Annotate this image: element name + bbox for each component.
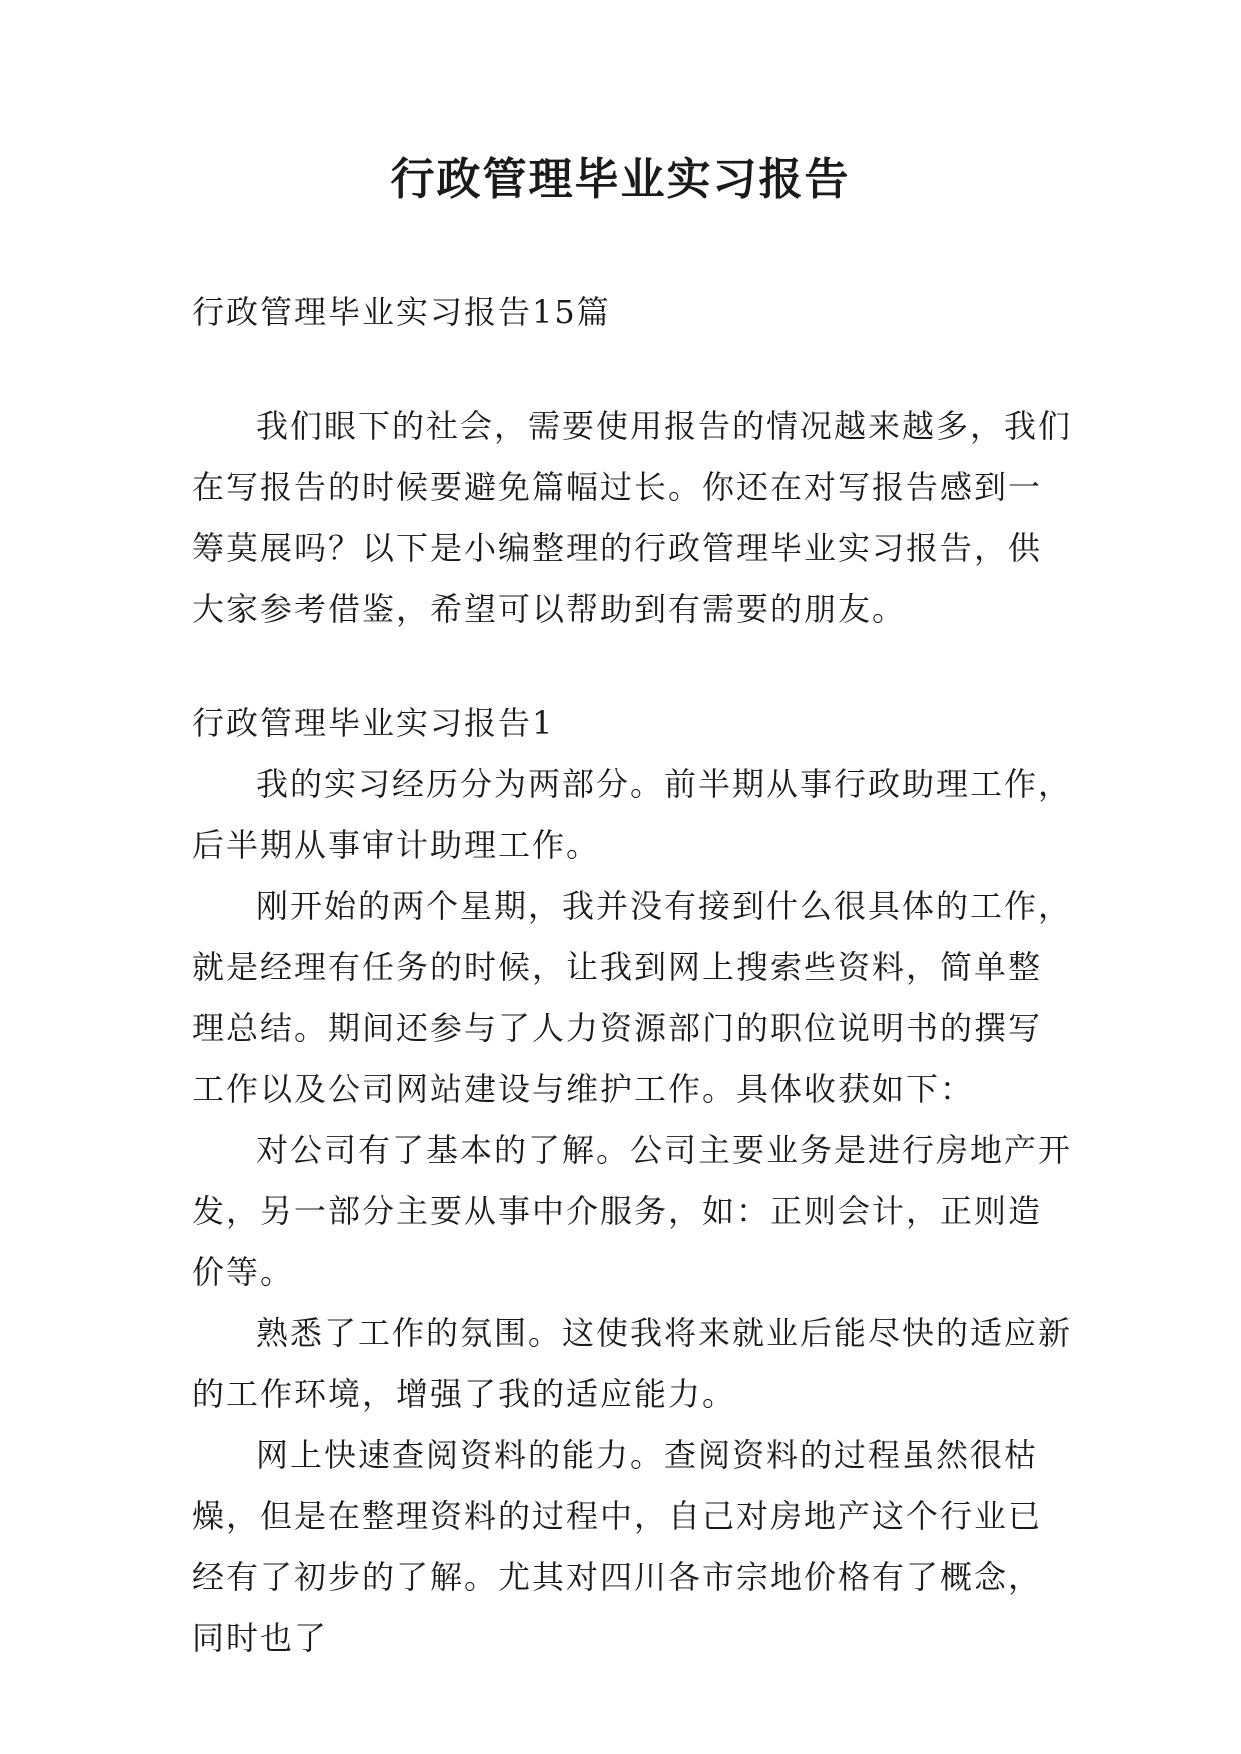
document-subtitle: 行政管理毕业实习报告15篇 — [192, 293, 611, 331]
document-body — [192, 282, 1072, 1669]
section-paragraph: 网上快速查阅资料的能力。查阅资料的过程虽然很枯燥，但是在整理资料的过程中，自己对房地产这个行业已经有了初步的了解。尤其对四川各市宗地价格有了概念，同时也了 — [192, 1436, 1043, 1657]
spacer — [192, 343, 1072, 396]
section-heading: 行政管理毕业实习报告1 — [192, 704, 555, 742]
document-title: 行政管理毕业实习报告 — [390, 154, 851, 205]
section-paragraph: 刚开始的两个星期，我并没有接到什么很具体的工作，就是经理有任务的时候，让我到网上搜索些资料，简单整理总结。期间还参与了人力资源部门的职位说明书的撰写工作以及公司网站建设与维护工作。具体收获如下： — [192, 887, 1073, 1108]
section-paragraph: 熟悉了工作的氛围。这使我将来就业后能尽快的适应新的工作环境，增强了我的适应能力。 — [192, 1314, 1073, 1413]
spacer — [192, 640, 1072, 693]
section-paragraph: 对公司有了基本的了解。公司主要业务是进行房地产开发，另一部分主要从事中介服务，如：正则会计，正则造价等。 — [192, 1131, 1073, 1291]
intro-paragraph: 我们眼下的社会，需要使用报告的情况越来越多，我们在写报告的时候要避免篇幅过长。你还在对写报告感到一筹莫展吗？以下是小编整理的行政管理毕业实习报告，供大家参考借鉴，希望可以帮助到有需要的朋友。 — [192, 407, 1073, 628]
section-paragraph: 我的实习经历分为两部分。前半期从事行政助理工作，后半期从事审计助理工作。 — [192, 765, 1073, 864]
